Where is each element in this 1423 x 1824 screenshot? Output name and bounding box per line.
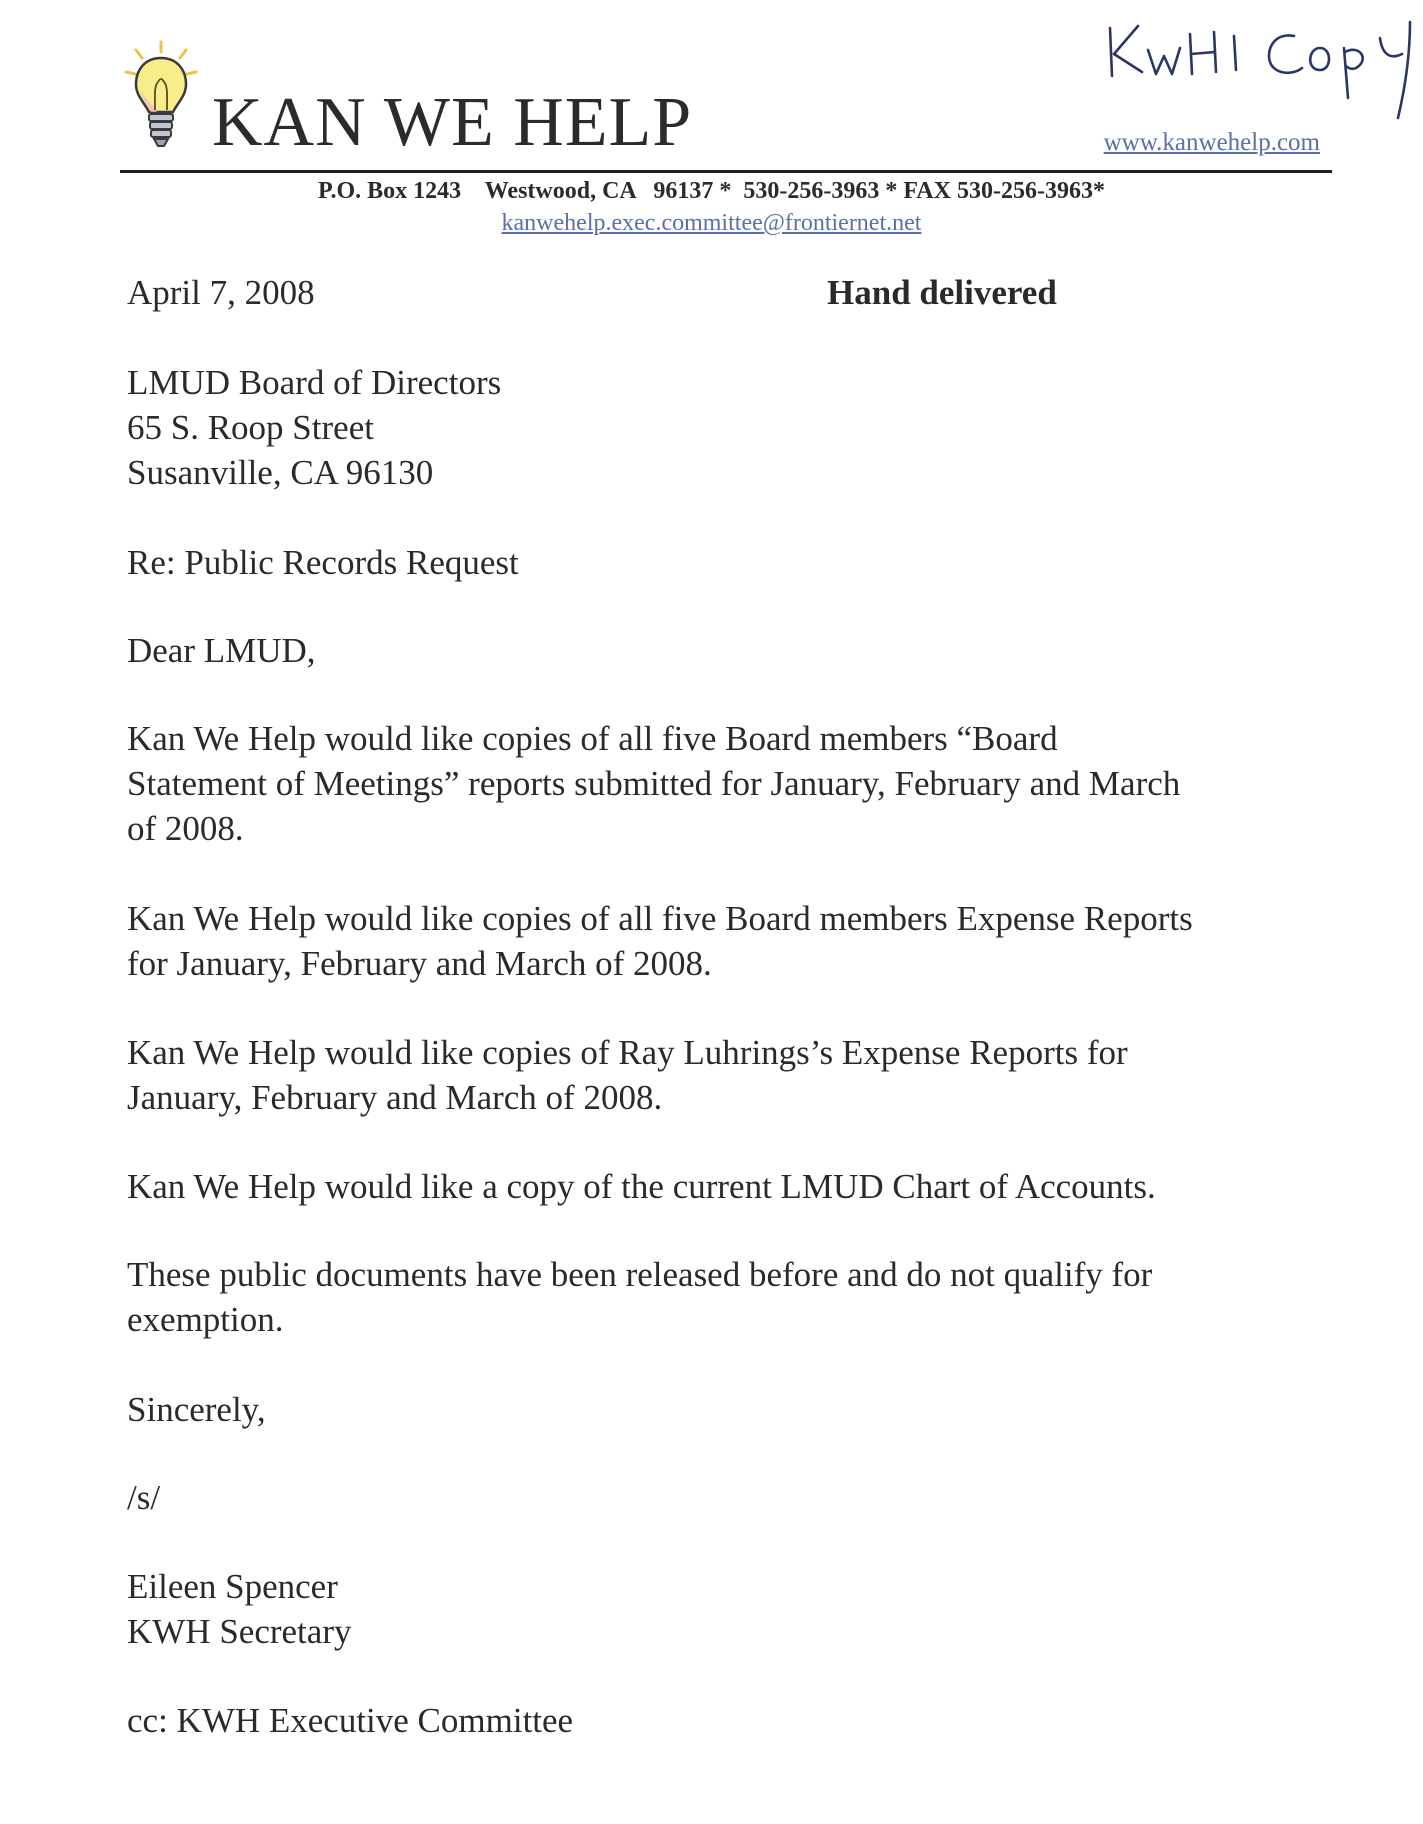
address-line: P.O. Box 1243 Westwood, CA 96137 * 530-256-3963 * FAX 530-256-3963* (318, 178, 1105, 204)
website-link[interactable]: www.kanwehelp.com (1103, 129, 1320, 156)
paragraph-line: of 2008. (127, 809, 244, 848)
handwritten-kwh-copy-note (1098, 14, 1423, 124)
delivery-note: Hand delivered (827, 273, 1057, 312)
recipient-line: LMUD Board of Directors (127, 363, 502, 402)
paragraph-chart-of-accounts (127, 1164, 1156, 1209)
paragraph-line: Kan We Help would like copies of all five Board members Expense Reports (127, 899, 1193, 938)
paragraph-board-statements (127, 716, 1180, 851)
email-link[interactable]: kanwehelp.exec.committee@frontiernet.net (501, 210, 922, 236)
paragraph-line: for January, February and March of 2008. (127, 944, 712, 983)
lightbulb-logo (122, 38, 200, 154)
recipient-line: Susanville, CA 96130 (127, 453, 434, 492)
signature: /s/ (127, 1478, 161, 1517)
closing: Sincerely, (127, 1390, 266, 1429)
paragraph-luhring-expenses (127, 1030, 1128, 1120)
salutation: Dear LMUD, (127, 631, 316, 670)
paragraph-line: These public documents have been released before and do not qualify for (127, 1255, 1153, 1294)
paragraph-exemption (127, 1252, 1152, 1342)
paragraph-line: Statement of Meetings” reports submitted for January, February and March (127, 764, 1181, 803)
paragraph-line: Kan We Help would like copies of all five Board members “Board (127, 719, 1058, 758)
signer-title: KWH Secretary (127, 1612, 352, 1651)
paragraph-line: January, February and March of 2008. (127, 1078, 663, 1117)
organization-name: KAN WE HELP (212, 84, 693, 161)
paragraph-line: Kan We Help would like a copy of the current LMUD Chart of Accounts. (127, 1167, 1156, 1206)
signer-name: Eileen Spencer (127, 1567, 338, 1606)
letter-date: April 7, 2008 (127, 273, 315, 312)
header-divider (120, 170, 1332, 173)
cc-line: cc: KWH Executive Committee (127, 1701, 574, 1740)
paragraph-line: exemption. (127, 1300, 284, 1339)
recipient-address (127, 360, 501, 495)
subject-line: Re: Public Records Request (127, 543, 519, 582)
recipient-line: 65 S. Roop Street (127, 408, 374, 447)
paragraph-board-expenses (127, 896, 1193, 986)
paragraph-line: Kan We Help would like copies of Ray Luhrings’s Expense Reports for (127, 1033, 1128, 1072)
signer-block (127, 1564, 351, 1654)
